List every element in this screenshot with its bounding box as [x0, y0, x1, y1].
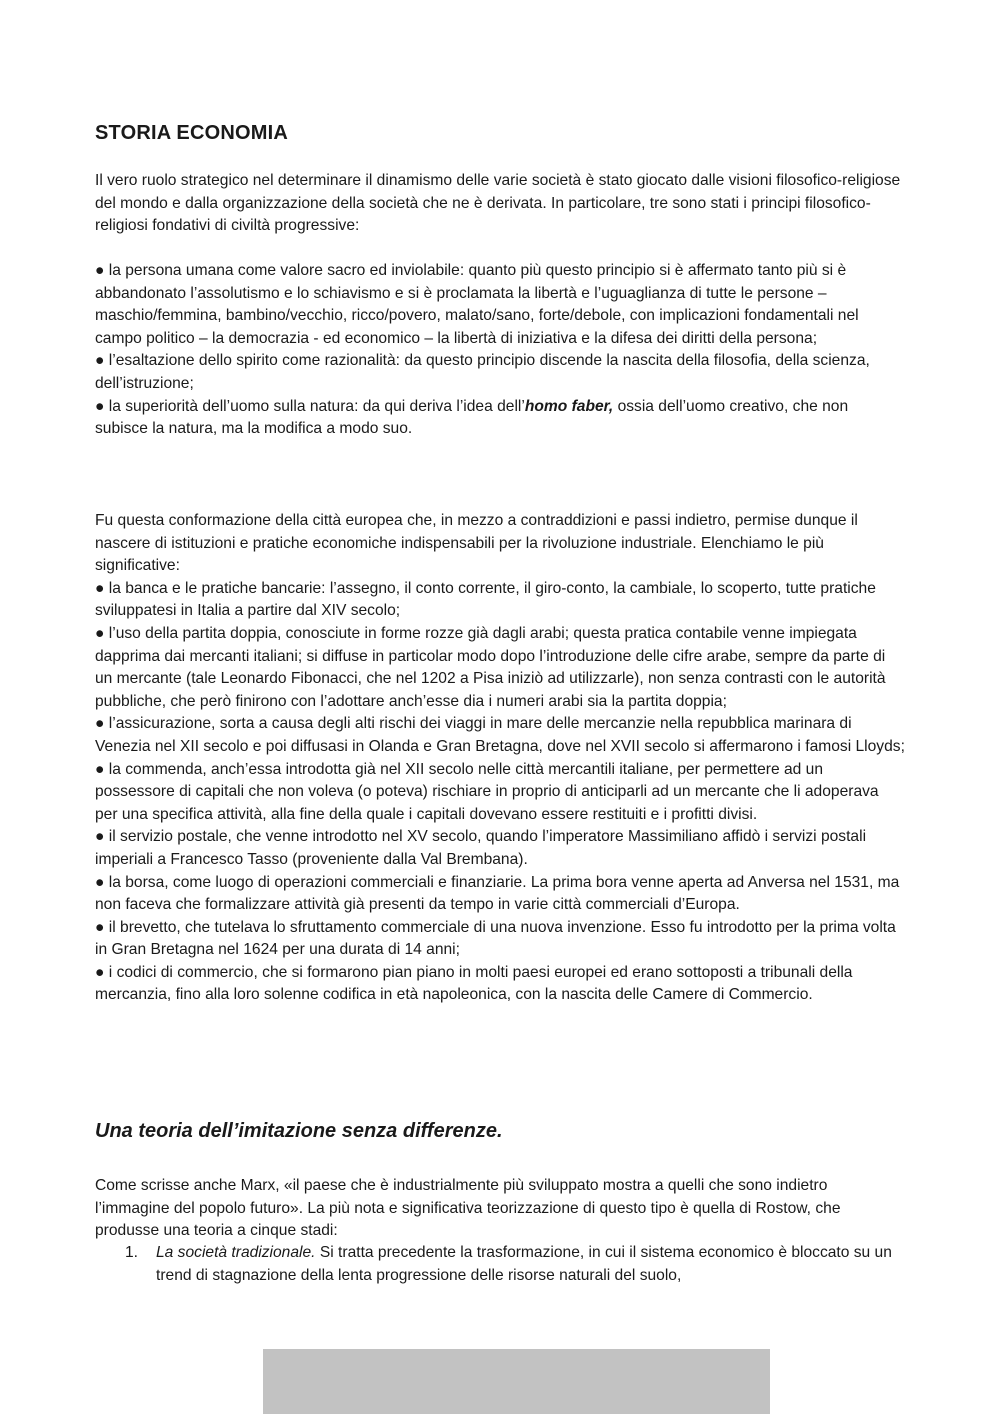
marx-text: Come scrisse anche Marx, «il paese che è industrialmente più sviluppato mostra a quelli che sono indietro l’immagine del popolo futuro». La più nota e significativa teorizzazione di questo tipo è quella di Rostow, che produsse una teoria a cinque stadi: — [95, 1177, 841, 1240]
institution-item: ● la banca e le pratiche bancarie: l’assegno, il conto corrente, il giro-conto, la cambiale, lo scoperto, tutte pratiche sviluppatesi in Italia a partire dal XIV secolo; — [95, 578, 905, 623]
stage-item — [95, 1242, 905, 1287]
institutions-intro: Fu questa conformazione della città europea che, in mezzo a contraddizioni e passi indietro, permise dunque il nascere di istituzioni e pratiche economiche indispensabili per la rivoluzione industriale. Elenchiamo le più significative: — [95, 512, 858, 575]
institution-item: ● la borsa, come luogo di operazioni commerciali e finanziarie. La prima bora venne aperta ad Anversa nel 1531, ma non faceva che formalizzare attività già presenti da tempo in varie città commerciali d’Europa. — [95, 872, 905, 917]
principle-item: ● la persona umana come valore sacro ed inviolabile: quanto più questo principio si è affermato tanto più si è abbandonato l’assolutismo e lo schiavismo e si è proclamata la libertà e l’uguaglianza di tutte le persone – maschio/femmina, bambino/vecchio, ricco/povero, malato/sano, forte/debole, con implicazioni fondamentali nel campo politico – la democrazia - ed economico – la libertà di iniziativa e la difesa dei diritti della persona; — [95, 260, 905, 350]
page-title: STORIA ECONOMIA — [95, 122, 289, 144]
institution-item: ● la commenda, anch’essa introdotta già nel XII secolo nelle città mercantili italiane, per permettere ad un possessore di capitali che non voleva (o poteva) rischiare in proprio di anticiparli ad un mercante che li adoperava per una specifica attività, alla fine della quale i capitali dovevano essere restituiti e i profitti divisi. — [95, 759, 905, 827]
intro-paragraph — [95, 170, 905, 238]
intro-text: Il vero ruolo strategico nel determinare il dinamismo delle varie società è stato giocato dalle visioni filosofico-religiose del mondo e dalla organizzazione della società che ne è derivata. In particolare, tre sono stati i principi filosofico-religiosi fondativi di civiltà progressive: — [95, 172, 901, 235]
principle-3-text-end: ossia dell’uomo creativo, che non subisce la natura, ma la modifica a modo suo. — [95, 397, 849, 438]
stages-list — [95, 1242, 905, 1287]
institution-item: ● i codici di commercio, che si formarono pian piano in molti paesi europei ed erano sottoposti a tribunali della mercanzia, fino alla loro solenne codifica in età napoleonica, con la nascita delle Camere di Commercio. — [95, 962, 905, 1007]
marx-paragraph — [95, 1175, 905, 1243]
institutions-section — [95, 510, 905, 1007]
principles-list — [95, 260, 905, 441]
principle-item: ● l’esaltazione dello spirito come razionalità: da questo principio discende la nascita della filosofia, della scienza, dell’istruzione; — [95, 350, 905, 395]
stage-title: La società tradizionale. — [156, 1244, 316, 1261]
homo-faber-emphasis: homo faber, — [524, 397, 614, 415]
institution-item: ● l’assicurazione, sorta a causa degli alti rischi dei viaggi in mare delle mercanzie nella repubblica marinara di Venezia nel XII secolo e poi diffusasi in Olanda e Gran Bretagna, dove nel XVII secolo si affermarono i famosi Lloyds; — [95, 713, 905, 758]
principle-3-text: la superiorità dell’uomo sulla natura: da qui deriva l’idea dell’ — [108, 397, 525, 415]
stage-number: 1. — [125, 1244, 139, 1261]
footer-banner-placeholder — [263, 1349, 770, 1414]
section-heading: Una teoria dell’imitazione senza differenze. — [95, 1120, 503, 1142]
institution-item: ● il servizio postale, che venne introdotto nel XV secolo, quando l’imperatore Massimiliano affidò i servizi postali imperiali a Francesco Tasso (proveniente dalla Val Brembana). — [95, 826, 905, 871]
stage-text: Si tratta precedente la trasformazione, in cui il sistema economico è bloccato su un trend di stagnazione della lenta progressione delle risorse naturali del suolo, — [156, 1244, 892, 1284]
institution-item: ● l’uso della partita doppia, conosciute in forme rozze già dagli arabi; questa pratica contabile venne impiegata dapprima dai mercanti italiani; si diffuse in particolar modo dopo l’introduzione delle cifre arabe, sempre da parte di un mercante (tale Leonardo Fibonacci, che nel 1202 a Pisa iniziò ad utilizzarle), non senza contrasti con le autorità pubbliche, che però finirono con l’adottare anch’esse dia i numeri arabi sia la partita doppia; — [95, 623, 905, 713]
institution-item: ● il brevetto, che tutelava lo sfruttamento commerciale di una nuova invenzione. Esso fu introdotto per la prima volta in Gran Bretagna nel 1624 per una durata di 14 anni; — [95, 917, 905, 962]
principle-item — [95, 396, 905, 441]
